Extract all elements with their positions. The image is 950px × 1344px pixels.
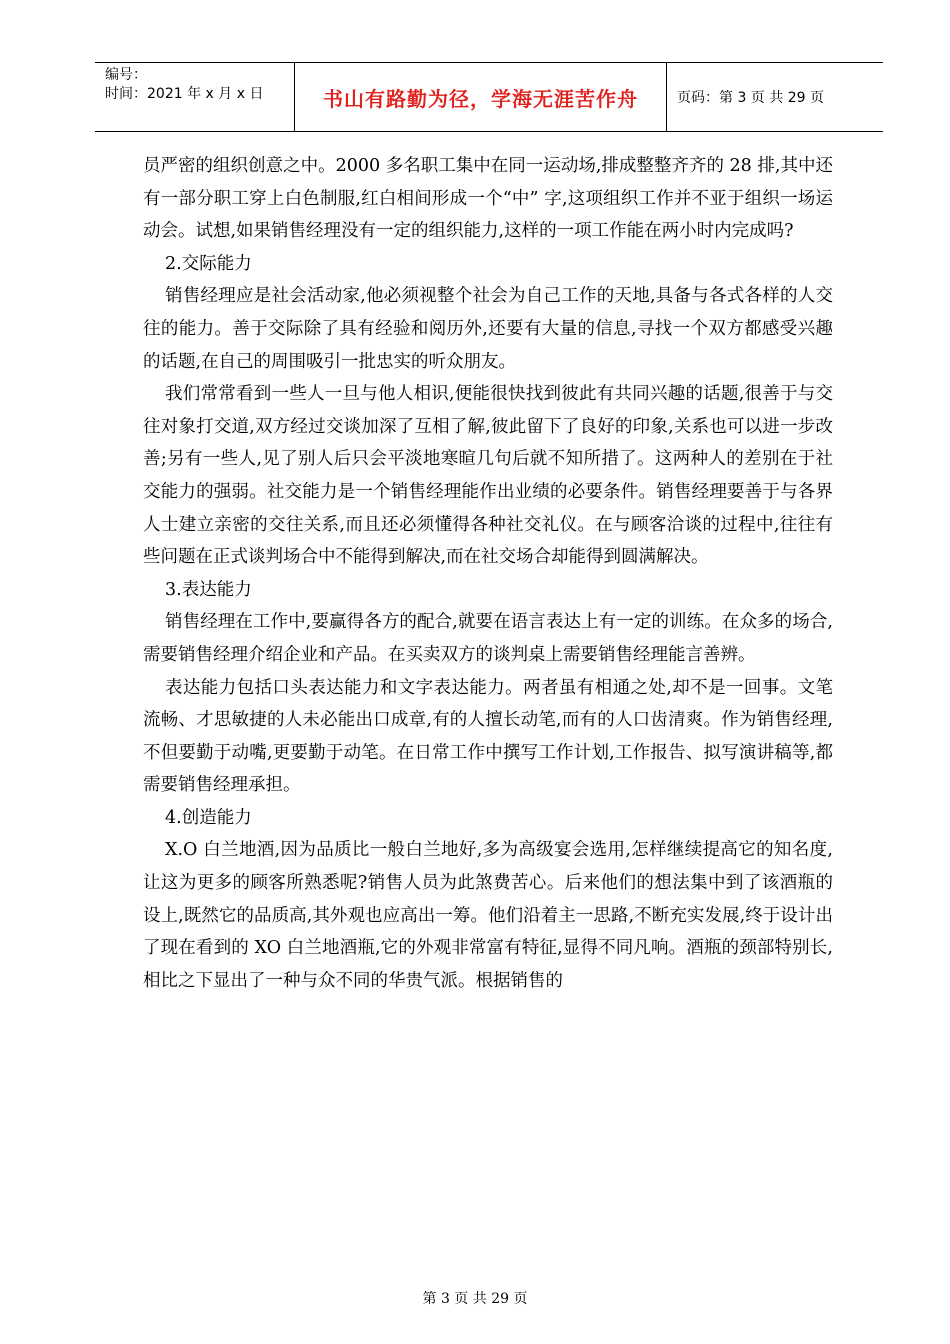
- paragraph: 销售经理在工作中,要赢得各方的配合,就要在语言表达上有一定的训练。在众多的场合,需要销售经理介绍企业和产品。在买卖双方的谈判桌上需要销售经理能言善辨。: [143, 612, 833, 665]
- paragraph: X.O 白兰地酒,因为品质比一般白兰地好,多为高级宴会选用,怎样继续提高它的知名度,让这为更多的顾客所熟悉呢?销售人员为此煞费苦心。后来他们的想法集中到了该酒瓶的设上,既然它的品质高,其外观也应高出一筹。他们沿着主一思路,不断充实发展,终于设计出了现在看到的 XO 白兰地酒瓶,它的外观非常富有特征,显得不同凡响。酒瓶的颈部特别长,相比之下显出了一种与众不同的华贵气派。根据销售的: [143, 840, 833, 991]
- header-motto: 书山有路勤为径，学海无涯苦作舟: [295, 63, 667, 131]
- document-body: [143, 150, 833, 997]
- time-label: 时间：2021 年 x 月 x 日: [105, 86, 264, 102]
- header-page-number: 页码：第 3 页 共 29 页: [677, 90, 824, 106]
- header-meta-cell: [95, 63, 295, 131]
- paragraph: 销售经理应是社会活动家,他必须视整个社会为自己工作的天地,具备与各式各样的人交往的能力。善于交际除了具有经验和阅历外,还要有大量的信息,寻找一个双方都感受兴趣的话题,在自己的周围吸引一批忠实的听众朋友。: [143, 286, 833, 372]
- page-footer: [0, 1288, 950, 1308]
- section-heading: 4.创造能力: [165, 807, 252, 828]
- page-header: [95, 62, 883, 132]
- section-heading: 3.表达能力: [165, 579, 252, 600]
- code-label: 编号：: [105, 67, 147, 83]
- paragraph: 我们常常看到一些人一旦与他人相识,便能很快找到彼此有共同兴趣的话题,很善于与交往对象打交道,双方经过交谈加深了互相了解,彼此留下了良好的印象,关系也可以进一步改善;另有一些人,见了别人后只会平淡地寒暄几句后就不知所措了。这两种人的差别在于社交能力的强弱。社交能力是一个销售经理能作出业绩的必要条件。销售经理要善于与各界人士建立亲密的交往关系,而且还必须懂得各种社交礼仪。在与顾客洽谈的过程中,往往有些问题在正式谈判场合中不能得到解决,而在社交场合却能得到圆满解决。: [143, 384, 833, 568]
- paragraph: 表达能力包括口头表达能力和文字表达能力。两者虽有相通之处,却不是一回事。文笔流畅、才思敏捷的人未必能出口成章,有的人擅长动笔,而有的人口齿清爽。作为销售经理,不但要勤于动嘴,更要勤于动笔。在日常工作中撰写工作计划,工作报告、拟写演讲稿等,都需要销售经理承担。: [143, 677, 833, 796]
- footer-page-number: 第 3 页 共 29 页: [422, 1291, 528, 1307]
- section-heading: 2.交际能力: [165, 253, 252, 274]
- paragraph: 员严密的组织创意之中。2000 多名职工集中在同一运动场,排成整整齐齐的 28 排,其中还有一部分职工穿上白色制服,红白相间形成一个“中” 字,这项组织工作并不亚于组织一场运动会。试想,如果销售经理没有一定的组织能力,这样的一项工作能在两小时内完成吗?: [143, 156, 833, 242]
